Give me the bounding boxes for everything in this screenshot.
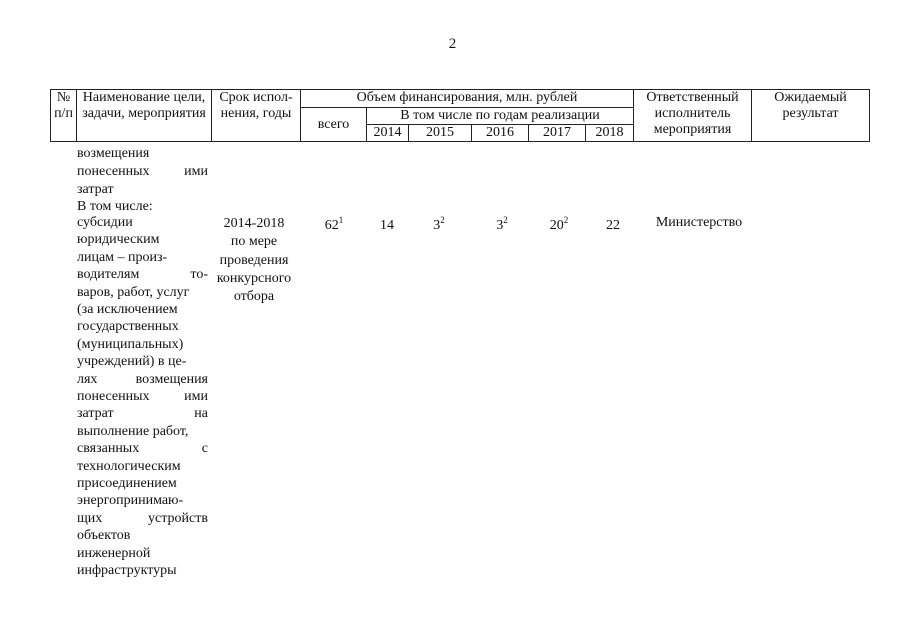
header-executor: Ответственный исполнитель мероприятия <box>634 90 752 142</box>
item-description-line: лицам – произ- <box>77 249 168 265</box>
value-2015: $3^2$ <box>433 215 445 233</box>
item-description-line: выполнение работ, <box>77 423 189 439</box>
item-description-line: понесенных ими <box>77 389 208 404</box>
header-funding: Объем финансирования, млн. рублей <box>301 90 634 108</box>
item-description-line: объектов <box>77 528 131 544</box>
term-line: отбора <box>233 289 275 305</box>
term-line: по мере <box>230 234 278 250</box>
continuation-line: возмещения <box>77 146 150 161</box>
item-description-line: инженерной <box>77 545 151 561</box>
value-2017: $20^2$ <box>549 215 569 233</box>
item-description-line: присоединением <box>77 476 177 491</box>
subheading: В том числе: <box>77 199 153 214</box>
continuation-line: понесенных ими <box>77 164 208 179</box>
header-year-2017: 2017 <box>529 125 586 142</box>
item-description-line: связанных с <box>77 441 208 457</box>
executor-cell: Министерство <box>655 215 743 230</box>
header-by-year: В том числе по годам реализации <box>367 108 634 125</box>
page-number: 2 <box>448 36 457 52</box>
value-2016: $3^2$ <box>496 215 508 233</box>
item-description-line: государственных <box>77 319 179 335</box>
value-2018: 22 <box>606 218 620 233</box>
value-2014: 14 <box>380 218 394 233</box>
header-result: Ожидаемый результат <box>752 90 870 142</box>
item-description-line: (муниципальных) <box>77 336 184 352</box>
header-term: Срок испол-нения, годы <box>212 90 301 142</box>
item-description-line: затрат на <box>77 406 208 422</box>
item-description-line: субсидии <box>77 215 133 230</box>
header-year-2014: 2014 <box>367 125 409 142</box>
item-description-line: технологическим <box>77 458 181 474</box>
item-description-line: лях возмещения <box>77 371 208 387</box>
header-num: № п/п <box>51 90 77 142</box>
header-year-2018: 2018 <box>586 125 634 142</box>
item-description-line: варов, работ, услуг <box>77 284 190 300</box>
item-description-line: учреждений) в це- <box>77 354 187 370</box>
header-total: всего <box>301 108 367 142</box>
term-line: проведения <box>219 252 289 268</box>
header-year-2015: 2015 <box>409 125 472 142</box>
continuation-line: затрат <box>77 182 114 197</box>
term-line: конкурсного <box>216 270 292 286</box>
item-description-line: (за исключением <box>77 302 178 317</box>
item-description-line: энергопринимаю- <box>77 493 184 509</box>
header-table <box>50 89 870 142</box>
item-description-line: юридическим <box>77 232 160 248</box>
header-year-2016: 2016 <box>472 125 529 142</box>
item-description-line: щих устройств <box>77 510 208 526</box>
item-description-line: инфраструктуры <box>77 563 177 578</box>
term-line: 2014-2018 <box>223 216 285 231</box>
header-name: Наименование цели, задачи, мероприятия <box>77 90 212 142</box>
item-description-line: водителям то- <box>77 267 208 283</box>
value-total: $62^1$ <box>324 215 344 233</box>
term-cell <box>211 215 297 306</box>
